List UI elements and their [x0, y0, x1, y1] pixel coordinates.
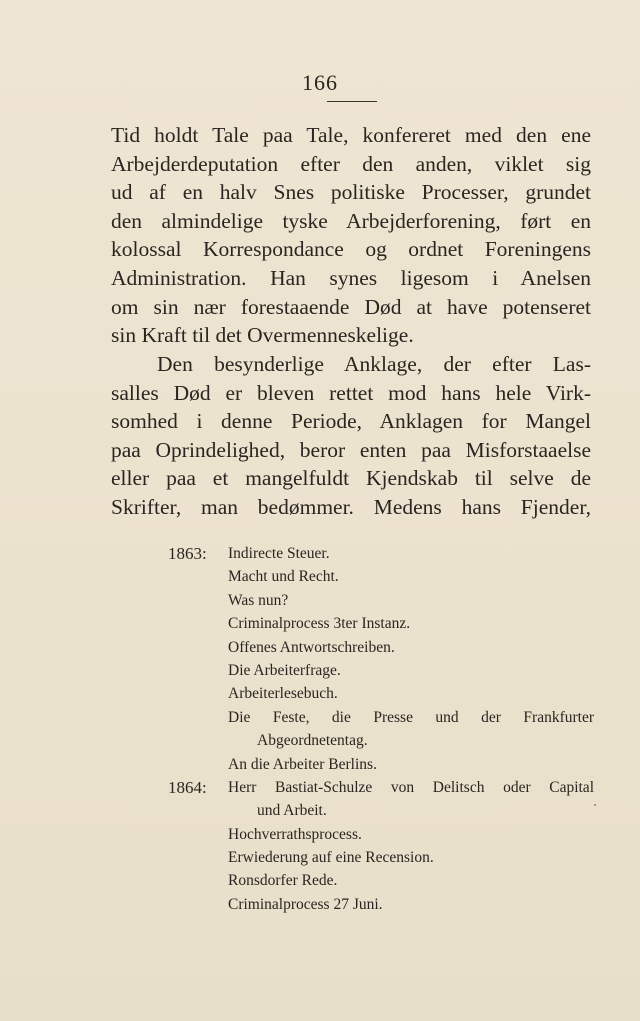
list-item	[168, 776, 608, 799]
list-item	[168, 893, 608, 916]
entry-title: Macht und Recht.	[228, 568, 339, 586]
list-item	[168, 869, 608, 892]
list-item	[168, 565, 608, 588]
list-item	[168, 753, 608, 776]
paragraph-1	[111, 121, 591, 350]
text-line: Den besynderlige Anklage, der efter Las-	[157, 352, 591, 376]
entry-title-continuation: und Arbeit.	[257, 802, 327, 820]
text-line: somhed i denne Periode, Anklagen for Mangel	[111, 409, 591, 434]
text-line: Administration. Han synes ligesom i Anelsen	[111, 265, 591, 290]
text-line: Skrifter, man bedømmer. Medens hans Fjender,	[111, 494, 591, 519]
bibliography-list	[168, 542, 608, 916]
text-line: sin Kraft til det Overmenneskelige.	[111, 323, 414, 348]
entry-title: An die Arbeiter Berlins.	[228, 755, 377, 773]
entry-title: Hochverrathsprocess.	[228, 825, 362, 843]
text-line: om sin nær forestaaende Død at have potenseret	[111, 294, 591, 319]
list-item-continuation	[168, 799, 608, 822]
list-item	[168, 542, 608, 565]
header-rule	[327, 101, 377, 102]
text-line: Tid holdt Tale paa Tale, konfereret med den ene	[111, 123, 591, 147]
paragraph-2	[111, 350, 591, 522]
text-line: paa Oprindelighed, beror enten paa Misforstaaelse	[111, 437, 591, 462]
year-label: 1864:	[168, 777, 207, 797]
list-item	[168, 682, 608, 705]
entry-title: Criminalprocess 3ter Instanz.	[228, 615, 411, 633]
text-line: ud af en halv Snes politiske Processer, grundet	[111, 180, 591, 205]
list-item-continuation	[168, 729, 608, 752]
list-item	[168, 846, 608, 869]
entry-title: Ronsdorfer Rede.	[228, 872, 338, 890]
entry-title: Criminalprocess 27 Juni.	[228, 895, 383, 913]
text-line: kolossal Korrespondance og ordnet Foreningens	[111, 237, 591, 262]
page-number: 166	[302, 70, 338, 95]
text-line: salles Død er bleven rettet mod hans hele Virk-	[111, 380, 591, 405]
entry-title: Die Arbeiterfrage.	[228, 661, 341, 679]
year-label: 1863:	[168, 544, 207, 563]
text-line: Arbejderdeputation efter den anden, viklet sig	[111, 151, 591, 176]
list-item	[168, 636, 608, 659]
entry-title: Herr Bastiat-Schulze von Delitsch oder Capital	[228, 778, 594, 796]
text-line: eller paa et mangelfuldt Kjendskab til selve de	[111, 466, 591, 491]
entry-title: Offenes Antwortschreiben.	[228, 638, 395, 656]
list-item	[168, 612, 608, 635]
entry-title: Erwiederung auf eine Recension.	[228, 849, 434, 867]
text-line: den almindelige tyske Arbejderforening, ført en	[111, 208, 591, 233]
entry-title-continuation: Abgeordnetentag.	[257, 732, 368, 750]
list-item	[168, 659, 608, 682]
entry-title: Arbeiterlesebuch.	[228, 685, 338, 703]
entry-title: Indirecte Steuer.	[228, 545, 330, 562]
list-item	[168, 706, 608, 729]
paper-speck	[594, 804, 596, 806]
entry-title: Die Feste, die Presse und der Frankfurter	[228, 708, 594, 726]
entry-title: Was nun?	[228, 591, 289, 609]
list-item	[168, 823, 608, 846]
list-item	[168, 589, 608, 612]
